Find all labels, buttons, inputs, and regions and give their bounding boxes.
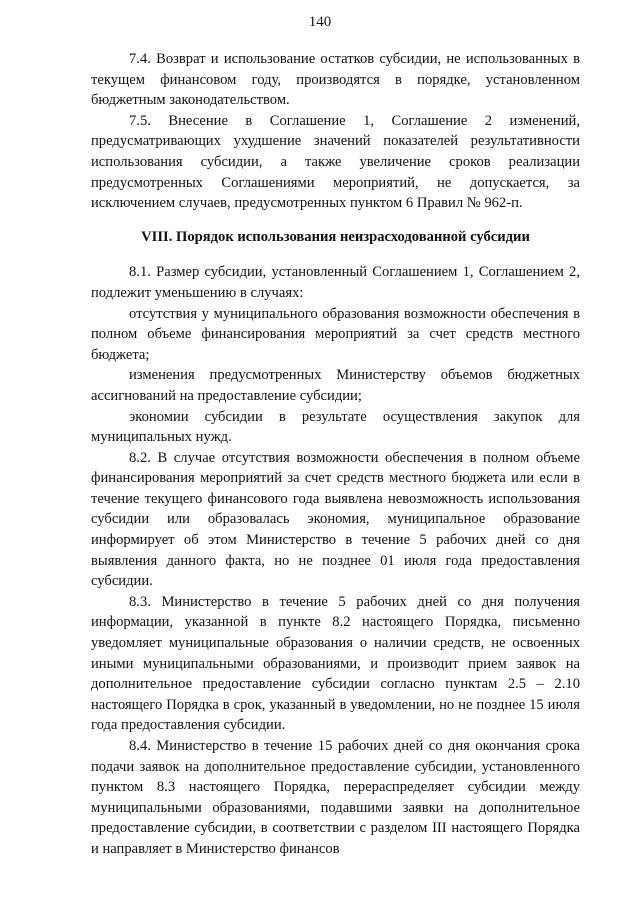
paragraph-7-4: 7.4. Возврат и использование остатков субсидии, не использованных в текущем финансовом году, производятся в порядке, установленном бюджетным законодательством. — [91, 51, 580, 109]
paragraph-8-2: 8.2. В случае отсутствия возможности обеспечения в полном объеме финансирования мероприятий за счет средств местного бюджета или если в течение текущего финансового года выявлена невозможность использования субсидии или образовалась экономия, муниципальное образование информирует об этом Министерство в течение 5 рабочих дней со дня выявления данного факта, но не позднее 01 июля года предоставления субсидии. — [91, 449, 580, 590]
list-item-case-3: экономии субсидии в результате осуществления закупок для муниципальных нужд. — [91, 408, 580, 446]
page-number: 140 — [308, 14, 332, 30]
paragraph-8-4: 8.4. Министерство в течение 15 рабочих дней со дня окончания срока подачи заявок на дополнительное предоставление субсидии, установленного пунктом 8.3 настоящего Порядка, перераспределяет субсидии между муниципальными образованиями, подавшими заявки на дополнительное предоставление субсидии, в соответствии с разделом III настоящего Порядка и направляет в Министерство финансов — [91, 738, 580, 857]
list-item-case-2: изменения предусмотренных Министерству объемов бюджетных ассигнований на предоставление субсидии; — [91, 367, 580, 404]
paragraph-8-3: 8.3. Министерство в течение 5 рабочих дней со дня получения информации, указанной в пункте 8.2 настоящего Порядка, письменно уведомляет муниципальные образования о наличии средств, не освоенных иными муниципальными образованиями, и производит прием заявок на дополнительное предоставление субсидии согласно пунктам 2.5 – 2.10 настоящего Порядка в срок, указанный в уведомлении, но не позднее 15 июля года предоставления субсидии. — [91, 593, 580, 734]
document-body — [91, 49, 580, 860]
list-item-case-1: отсутствия у муниципального образования возможности обеспечения в полном объеме финансирования мероприятий за счет средств местного бюджета; — [91, 305, 580, 363]
section-heading: VIII. Порядок использования неизрасходованной субсидии — [141, 228, 530, 245]
paragraph-8-1: 8.1. Размер субсидии, установленный Соглашением 1, Соглашением 2, подлежит уменьшению в случаях: — [91, 264, 580, 301]
paragraph-7-5: 7.5. Внесение в Соглашение 1, Соглашение 2 изменений, предусматривающих ухудшение значений показателей результативности использования субсидии, а также увеличение сроков реализации предусмотренных Соглашениями мероприятий, не допускается, за исключением случаев, предусмотренных пунктом 6 Правил № 962-п. — [91, 112, 580, 212]
